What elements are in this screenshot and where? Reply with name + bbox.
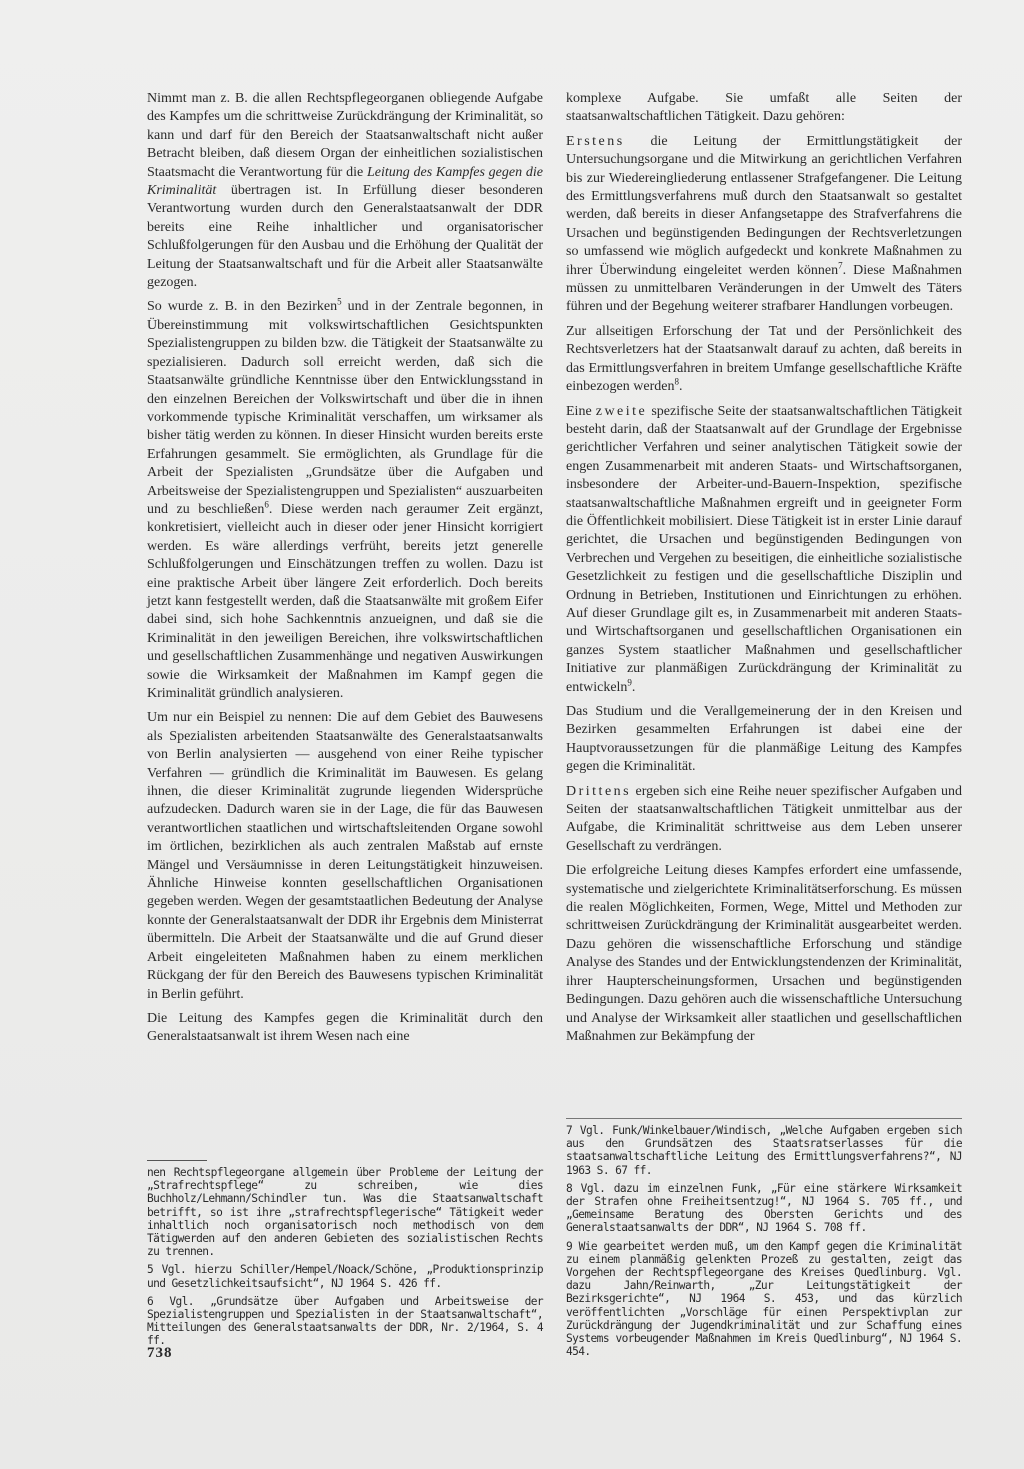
paragraph: Das Studium und die Verallgemeinerung der in den Kreisen und Bezirken gesammelten Erfahrungen ist dabei eine der Hauptvoraussetzungen für die planmäßige Leitung des Kampfes gegen die Kriminalität. (566, 704, 962, 775)
text-run: die Leitung der Ermittlungstätigkeit der Untersuchungsorgane und die Mitwirkung an gerichtlichen Verfahren bis zur Wiedereingliederung entlassener Strafgefangener. Die Leitung des Ermittlungsverfahrens muß durch den Staatsanwalt so gestaltet werden, daß bereits in dieser Anfangsetappe des Strafverfahrens die Ursachen und begünstigenden Bedingungen der Rechtsverletzungen so umfassend wie möglich aufgedeckt und konkrete Maßnahmen zu ihrer Überwindung eingeleitet werden können (566, 133, 962, 278)
footnote: 5 Vgl. hierzu Schiller/Hempel/Noack/Schöne, „Produktionsprinzip und Gesetzlichkeitsaufsicht“, NJ 1964 S. 426 ff. (147, 1263, 543, 1290)
paragraph (566, 323, 962, 397)
paragraph (566, 783, 962, 857)
footnote-divider (566, 1118, 962, 1119)
text-run: . Diese werden nach geraumer Zeit ergänzt, konkretisiert, vielleicht auch in dieser oder jener Hinsicht korrigiert werden. Es wäre allerdings verfrüht, bereits jetzt generelle Schlußfolgerungen und Einschätzungen treffen zu wollen. Dazu ist eine praktische Arbeit über längere Zeit erforderlich. Doch bereits jetzt kann festgestellt werden, daß die Staatsanwälte mit großem Eifer dabei sind, sich hohe Sachkenntnis anzueignen, und daß sie die Kriminalität in den jeweiligen Bereichen, ihre volkswirtschaftlichen und gesellschaftlichen Zusammenhänge und negativen Auswirkungen sowie die Wirksamkeit der Maßnahmen im Kampf gegen die Kriminalität gründlich analysieren. (147, 501, 543, 701)
paragraph (566, 403, 962, 698)
text-run: . (631, 679, 636, 695)
text-run: . (678, 379, 683, 395)
footnote: 6 Vgl. „Grundsätze über Aufgaben und Arbeitsweise der Spezialistengruppen und Spezialisten in der Staatsanwaltschaft“, Mitteilungen des Generalstaatsanwalts der DDR, Nr. 2/1964, S. 4 ff. (147, 1294, 543, 1348)
text-run: Zur allseitigen Erforschung der Tat und der Persönlichkeit des Rechtsverletzers hat der Staatsanwalt darauf zu achten, daß bereits in das Ermittlungsverfahren in breitem Umfange gesellschaftliche Kräfte einbezogen werden (566, 323, 962, 395)
page-number: 738 (147, 1345, 173, 1361)
text-run: übertragen ist. In Erfüllung dieser besonderen Verantwortung wurden durch den Generalstaatsanwalt der DDR bereits eine Reihe inhaltlicher und organisatorischer Schlußfolgerungen für den Ausbau und die Erhöhung der Qualität der Leitung der Staatsanwaltschaft und für die Arbeit aller Staatsanwälte gezogen. (147, 183, 543, 291)
text-run: Eine (566, 403, 596, 419)
paragraph: Die erfolgreiche Leitung dieses Kampfes erfordert eine umfassende, systematische und zielgerichtete Kriminalitätserforschung. Es müssen die realen Möglichkeiten, Formen, Wege, Mittel und Methoden zur schrittweisen Zurückdrängung der Kriminalität ausgearbeitet werden. Dazu gehören die wissenschaftliche Erforschung und ständige Analyse des Standes und der Entwicklungstendenzen der Kriminalität, ihrer Haupterscheinungsformen, Ursachen und begünstigenden Bedingungen. Dazu gehören auch die wissenschaftliche Untersuchung und Analyse der Wirksamkeit aller staatlichen und gesellschaftlichen Maßnahmen zur Bekämpfung der (566, 863, 962, 1044)
spaced-text: zweite (595, 403, 648, 419)
text-run: spezifische Seite der staatsanwaltschaftlichen Tätigkeit besteht darin, daß der Staatsanwalt auf der Grundlage der Ergebnisse gerichtlicher Verfahren und seiner analytischen Tätigkeit sowie der engen Zusammenarbeit mit anderen Staats- und Wirtschaftsorganen, insbesondere der Arbeiter-und-Bauern-Inspektion, spezifische staatsanwaltschaftliche Maßnahmen ergreift und in geeigneter Form die Öffentlichkeit mobilisiert. Diese Tätigkeit ist in erster Linie darauf gerichtet, die Ursachen und begünstigenden Bedingungen von Verbrechen und Vergehen zu beseitigen, die einheitliche sozialistische Gesetzlichkeit zu festigen und die gesellschaftliche Disziplin und Ordnung in Betrieben, Institutionen und Einrichtungen zu erhöhen. Auf dieser Grundlage gilt es, in Zusammenarbeit mit anderen Staats- und Wirtschaftsorganen und gesellschaftlichen Organisationen ein ganzes System staatlicher Maßnahmen und gesellschaftlicher Initiative zur planmäßigen Zurückdrängung der Kriminalität zu entwickeln (566, 403, 963, 695)
footnote: nen Rechtspflegeorgane allgemein über Probleme der Leitung der „Strafrechtspflege“ zu schreiben, wie dies Buchholz/Lehmann/Schindler tun. Was die Staatsanwaltschaft betrifft, so ist ihre „strafrechtspflegerische“ Tätigkeit weder inhaltlich noch organisatorisch noch methodisch von dem Tätigwerden auf den anderen Gebieten des sozialistischen Rechts zu trennen. (147, 1166, 543, 1259)
spaced-text: Drittens (566, 783, 632, 799)
footnotes-left (147, 1160, 543, 1353)
paragraph (147, 298, 543, 703)
paragraph: Um nur ein Beispiel zu nennen: Die auf dem Gebiet des Bauwesens als Spezialisten arbeitenden Staatsanwälte des Generalstaatsanwalts von Berlin analysierten — ausgehend von einer Reihe typischer Verfahren — gründlich die Kriminalität im Bauwesen. Es gelang ihnen, die dieser Kriminalität zugrunde liegenden Widersprüche aufzudecken. Dadurch waren sie in der Lage, die für das Bauwesen verantwortlichen staatlichen und wirtschaftsleitenden Organe sowohl im örtlichen, bezirklichen als auch zentralen Maßstab auf ernste Mängel und Versäumnisse in deren Leitungstätigkeit hinzuweisen. Ähnliche Hinweise konnten gesellschaftlichen Organisationen gegeben werden. Wegen der gesamtstaatlichen Bedeutung der Analyse konnte der Generalstaatsanwalt der DDR ihr Ergebnis dem Ministerrat übermitteln. Die Arbeit der Staatsanwälte und die auf Grund dieser Arbeit eingeleiteten Maßnahmen haben zu einem merklichen Rückgang der für den Bereich des Bauwesens typischen Kriminalität in Berlin geführt. (147, 710, 543, 1002)
spaced-text: Erstens (566, 133, 625, 149)
footnotes-right (566, 1124, 962, 1363)
paragraph: komplexe Aufgabe. Sie umfaßt alle Seiten der staatsanwaltschaftlichen Tätigkeit. Dazu gehören: (566, 91, 962, 125)
footnote: 9 Wie gearbeitet werden muß, um den Kampf gegen die Kriminalität zu einem planmäßig gelenkten Prozeß zu gestalten, zeigt das Vorgehen der Rechtspflegeorgane des Kreises Quedlinburg. Vgl. dazu Jahn/Reinwarth, „Zur Leitungstätigkeit der Bezirksgerichte“, NJ 1964 S. 453, und das kürzlich veröffentlichten „Vorschläge für einen Perspektivplan zur Zurückdrängung der Jugendkriminalität und zur Schaffung eines Systems vorbeugender Maßnahmen im Kreis Quedlinburg“, NJ 1964 S. 454. (566, 1239, 962, 1359)
text-run: und in der Zentrale begonnen, in Übereinstimmung mit volkswirtschaftlichen Gesichtspunkten Spezialistengruppen zu bilden bzw. die Tätigkeit der Staatsanwälte zu spezialisieren. Dadurch soll erreicht werden, daß sich die Staatsanwälte gründliche Kenntnisse über den Entwicklungsstand in den einzelnen Bereichen der Volkswirtschaft und über die in ihnen vorkommende typische Kriminalität verschaffen, um wirksamer als bisher tätig werden zu können. In dieser Hinsicht wurden bereits erste Erfahrungen gesammelt. Sie ermöglichten, als Grundlage für die Arbeit der Spezialisten „Grundsätze über die Aufgaben und Arbeitsweise der Spezialistengruppen und Spezialisten“ auszuarbeiten und zu beschließen (147, 299, 543, 517)
paragraph (566, 133, 962, 317)
footnote-ref: 8 (674, 376, 679, 387)
right-column (566, 90, 962, 1052)
footnote-ref: 6 (264, 499, 269, 510)
footnote: 8 Vgl. dazu im einzelnen Funk, „Für eine stärkere Wirksamkeit der Strafen ohne Freiheitsentzug!“, NJ 1964 S. 705 ff., und „Gemeinsame Beratung des Obersten Gerichts und des Generalstaatsanwalts der DDR“, NJ 1964 S. 708 ff. (566, 1181, 962, 1235)
italic-text: Leitung des Kampfes gegen die Kriminalität (147, 164, 543, 199)
text-run: . Diese Maßnahmen müssen zu unmittelbaren Veränderungen in der Umwelt des Täters führen und der Begehung weiterer strafbarer Handlungen vorbeugen. (566, 262, 962, 315)
footnote-ref: 9 (627, 676, 632, 687)
text-run: ergeben sich eine Reihe neuer spezifischer Aufgaben und Seiten der staatsanwaltschaftlichen Tätigkeit unmittelbar aus der Aufgabe, die Kriminalität schrittweise aus dem Leben unserer Gesellschaft zu verdrängen. (566, 783, 962, 854)
paragraph (147, 90, 543, 292)
text-run: Nimmt man z. B. die allen Rechtspflegeorganen obliegende Aufgabe des Kampfes um die schrittweise Zurückdrängung der Kriminalität, so kann und darf für den Bereich der Staatsanwaltschaft nicht außer Betracht bleiben, daß diesem Organ der einheitlichen sozialistischen Staatsmacht die Verantwortung für die (147, 91, 543, 180)
footnote-ref: 5 (337, 296, 342, 307)
left-column (147, 90, 543, 1053)
footnote: 7 Vgl. Funk/Winkelbauer/Windisch, „Welche Aufgaben ergeben sich aus den Grundsätzen des Staatsratserlasses für die staatsanwaltschaftliche Leitung des Ermittlungsverfahrens?“, NJ 1963 S. 67 ff. (566, 1124, 962, 1177)
footnote-ref: 7 (838, 260, 843, 270)
paragraph: Die Leitung des Kampfes gegen die Kriminalität durch den Generalstaatsanwalt ist ihrem Wesen nach eine (147, 1010, 543, 1045)
text-run: So wurde z. B. in den Bezirken (147, 299, 338, 315)
